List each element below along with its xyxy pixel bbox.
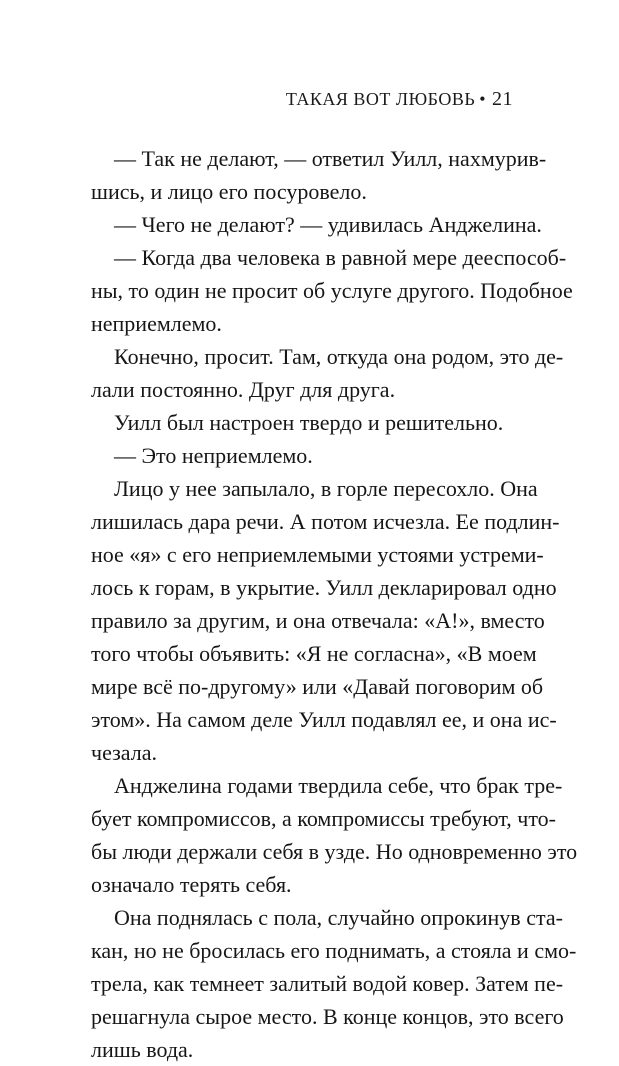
running-head-title: ТАКАЯ ВОТ ЛЮБОВЬ — [285, 89, 476, 109]
body-text — [91, 142, 578, 1066]
text-line: — Чего не делают? — удивилась Анджелина. — [114, 212, 542, 237]
text-line: шись, и лицо его посуровело. — [91, 179, 367, 204]
text-line: этом». На самом деле Уилл подавлял ее, и она ис- — [91, 707, 557, 732]
text-line: бы люди держали себя в узде. Но одновременно это — [91, 839, 578, 864]
text-line: кан, но не бросилась его поднимать, а стояла и смо- — [91, 938, 577, 963]
text-line: — Когда два человека в равной мере дееспособ- — [114, 245, 567, 270]
text-line: правило за другим, и она отвечала: «А!», вместо — [91, 608, 545, 633]
running-head-bullet: • — [479, 89, 486, 109]
text-line: ны, то один не просит об услуге другого. Подобное — [91, 278, 573, 303]
text-line: — Так не делают, — ответил Уилл, нахмурив- — [114, 146, 547, 171]
text-line: решагнула сырое место. В конце концов, это всего — [91, 1004, 564, 1029]
text-line: того чтобы объявить: «Я не согласна», «В моем — [91, 641, 537, 666]
text-line: Уилл был настроен твердо и решительно. — [114, 410, 504, 435]
text-line: ное «я» с его неприемлемыми устоями устреми- — [91, 542, 544, 567]
text-line: означало терять себя. — [91, 872, 292, 897]
text-line: мире всё по-другому» или «Давай поговорим об — [91, 674, 544, 699]
text-line: Она поднялась с пола, случайно опрокинув ста- — [114, 905, 563, 930]
text-line: лишь вода. — [91, 1037, 194, 1062]
text-line: Конечно, просит. Там, откуда она родом, это де- — [114, 344, 564, 369]
text-line: неприемлемо. — [91, 311, 222, 336]
text-line: лишилась дара речи. А потом исчезла. Ее подлин- — [91, 509, 560, 534]
page-number: 21 — [492, 88, 513, 110]
text-line: Анджелина годами твердила себе, что брак тре- — [114, 773, 563, 798]
text-line: Лицо у нее запылало, в горле пересохло. Она — [114, 476, 538, 501]
text-line: трела, как темнеет залитый водой ковер. Затем пе- — [91, 971, 564, 996]
text-line: бует компромиссов, а компромиссы требуют, что- — [91, 806, 557, 831]
text-line: лали постоянно. Друг для друга. — [91, 377, 396, 402]
text-line: лось к горам, в укрытие. Уилл декларировал одно — [91, 575, 557, 600]
text-line: — Это неприемлемо. — [114, 443, 313, 468]
running-head — [286, 88, 513, 111]
text-line: чезала. — [91, 740, 157, 765]
